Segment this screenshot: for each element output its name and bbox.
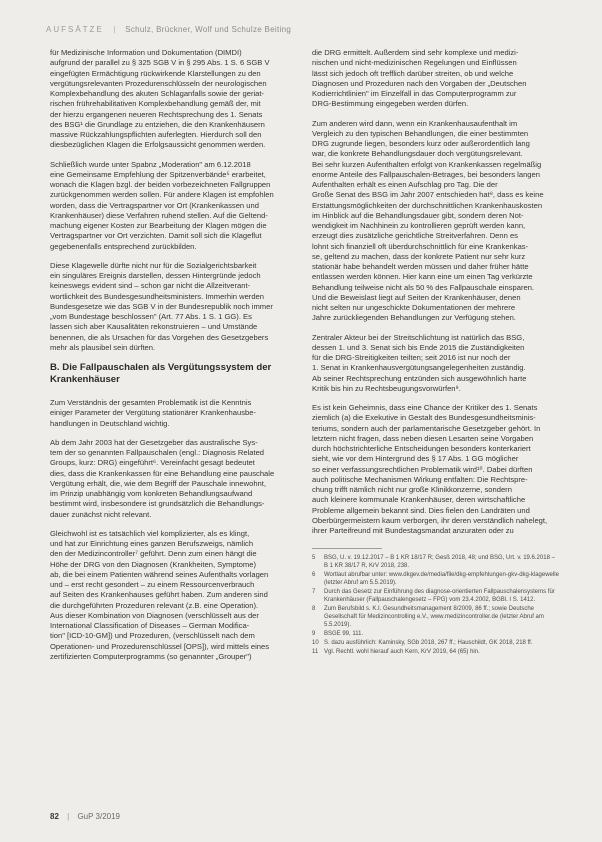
left-column: [50, 48, 298, 671]
text-line: den der Medizincontroller⁷ geführt. Denn zum einen hängt die: [50, 549, 257, 559]
text-line: dauer zunächst nicht relevant.: [50, 509, 152, 519]
text-line: vergütungsrelevanten Prozedurenschlüsseln der neurologischen: [50, 78, 267, 88]
text-line: Zentraler Akteur bei der Streitschlichtung ist natürlich das BSG,: [312, 332, 525, 342]
text-line: gegebenenfalls entsprechend zurückbilden.: [50, 241, 197, 251]
left-paragraph-6: [50, 529, 298, 662]
text-line: diesbezüglichen Klagen die Erfolgsaussicht genommen werden.: [50, 140, 266, 150]
footnote-text: Zum Berufsbild s. K.I. Gesundheitsmanagement 8/2009, 86 ff.; sowie Deutsche Gesellschaft für Medizincontrolling e.V., www.medizincontroller.de (letzter Abruf am 5.5.2019).: [324, 606, 544, 629]
text-line: einiger Parameter der Vergütung stationärer Krankenhausbe-: [50, 408, 256, 418]
text-line: letztern nicht fragen, dass neben diesen Lesarten seine Vorgaben: [312, 433, 534, 443]
text-line: ein singuläres Ereignis darstellen, dessen Hintergründe jedoch: [50, 271, 261, 280]
text-line: im Hinblick auf die Behandlungsdauer gibt, sondern deren Not-: [312, 210, 524, 220]
text-line: war, die konkrete Behandlungsdauer doch vergütungsrelevant.: [312, 149, 523, 159]
text-line: machung eigener Kosten zur Bearbeitung der Klagen mögen die: [50, 221, 267, 230]
text-line: Vergütung erhält, die, wie dem Begriff der Pauschale innewohnt,: [50, 478, 266, 488]
text-line: die durchgeführten Prozeduren relevant (z.B. eine Operation).: [50, 600, 259, 610]
footnote: [312, 571, 560, 587]
footnote: [312, 639, 560, 647]
footnote: [312, 648, 560, 656]
text-line: Diese Klagewelle dürfte nicht nur für die Sozialgerichtsbarkeit: [50, 260, 257, 270]
text-line: auch kleinere kommunale Krankenhäuser, deren wirtschaftliche: [312, 495, 526, 505]
text-line: Probleme allgemein bekannt sind. Dies fielen den Landräten und: [312, 505, 530, 515]
page-number: 82: [50, 812, 59, 821]
text-line: massive Rückzahlungspflichten auferlegten. Hierdurch soll den: [50, 130, 262, 139]
text-line: im Prinzip unabhängig vom konkreten Behandlungsaufwand: [50, 489, 253, 498]
text-line: stationär habe behandelt werden müssen und daher früher hätte: [312, 262, 529, 271]
text-line: für die DRG-Streitigkeiten teilten; seit 2016 ist nur noch der: [312, 353, 511, 362]
header-authors: Schulz, Brückner, Wolf und Schulze Beiting: [125, 25, 292, 34]
section-heading: B. Die Fallpauschalen als Vergütungssystem der Krankenhäuser: [50, 362, 272, 385]
right-column: [312, 48, 560, 657]
text-line: Ab seiner Rechtsprechung entzünden sich ausgewöhnlich harte: [312, 373, 527, 383]
text-line: ihrer Parteifreund mit Bundestagsmandat anzuraten oder zu: [312, 526, 514, 535]
text-line: ziemlich (a) die Exekutive in Gestalt des Bundesgesundheitsminis-: [312, 413, 536, 423]
footnote-number: 7: [312, 589, 316, 596]
text-line: eine Gemeinsame Empfehlung der Spitzenverbände⁵ erarbeitet,: [50, 169, 266, 179]
text-line: International Classification of Diseases – German Modifica-: [50, 621, 250, 630]
text-line: Diagnosen und Prozeduren nach den Vorgaben der „Deutschen: [312, 78, 527, 88]
text-line: tem der so genannten Fallpauschalen (engl.: Diagnosis Related: [50, 448, 265, 457]
footnote-number: 10: [312, 640, 319, 647]
text-line: Zum anderen wird dann, wenn ein Krankenhausaufenthalt im: [312, 118, 518, 128]
text-line: chung trifft nämlich nicht nur große Klinikkonzerne, sondern: [312, 485, 512, 494]
right-paragraph-1: [312, 48, 560, 110]
text-line: keineswegs evident sind – schon gar nicht die Allzeitverant-: [50, 281, 251, 291]
text-line: lassen sich aber Kausalitäten rekonstruieren – und Umstände: [50, 322, 258, 332]
text-line: Behandlung teilweise nicht als 50 % des Fallpauschale einsparen.: [312, 282, 535, 292]
text-line: se, geltend zu machen, dass der konkrete Patient nur sehr kurz: [312, 251, 526, 261]
footnote-number: 8: [312, 606, 316, 613]
footnote-divider: [312, 548, 382, 549]
text-line: DRG-Bestimmung eingegeben werden dürfen.: [312, 99, 469, 109]
footnote: [312, 630, 560, 638]
text-line: so einer verfassungsrechtlichen Problematik wird¹⁰. Dabei dürften: [312, 464, 533, 474]
footnote-text: BSGE 99, 111.: [324, 631, 364, 638]
text-line: erzeugt dies zusätzliche gerichtliche Streitverfahren. Denn es: [312, 231, 518, 241]
footer-separator: |: [67, 812, 70, 821]
text-line: Jahre zurückliegenden Behandlungen zur Verfügung stehen.: [312, 313, 516, 323]
text-line: eingefügten Ermächtigung rückwirkende Klarstellungen zu den: [50, 68, 261, 78]
text-line: Vertragspartner vor Ort verzichten. Damit soll sich die Klageflut: [50, 231, 262, 241]
footnote: [312, 554, 560, 570]
text-line: Erstattungsmöglichkeiten der durchschnittlichen Krankenhauskosten: [312, 200, 543, 210]
text-line: Vergleich zu den typischen Behandlungen, die einer bestimmten: [312, 128, 529, 138]
text-line: Groups, kurz: DRG) eingeführt⁶. Vereinfacht gesagt bedeutet: [50, 458, 255, 468]
text-line: mehr als plausibel sein dürften.: [50, 342, 156, 352]
footnote-number: 5: [312, 555, 316, 562]
text-line: Ab dem Jahr 2003 hat der Gesetzgeber das australische Sys-: [50, 437, 258, 447]
footnote: [312, 605, 560, 629]
text-line: des BSG¹ die Grundlage zu entziehen, die den Krankenhäusern: [50, 119, 265, 129]
footnote-number: 6: [312, 572, 316, 579]
right-paragraph-4: [312, 403, 560, 536]
text-line: dies, dass die Krankenkassen für eine Behandlung eine pauschale: [50, 468, 275, 478]
text-line: aufgrund der parallel zu § 325 SGB V in § 295 Abs. 1 S. 6 SGB V: [50, 58, 270, 68]
text-line: Gleichwohl ist es tatsächlich viel komplizierter, als es klingt,: [50, 528, 250, 538]
footnote-number: 11: [312, 649, 319, 656]
text-line: Bei sehr kurzen Aufenthalten erfolgt von Krankenkassen regelmäßig: [312, 159, 542, 169]
text-line: nischen und nicht-medizinischen Regelungen und Einflüssen: [312, 58, 517, 68]
text-line: ab, die bei einem Patienten während seines Aufenthalts vorlagen: [50, 569, 269, 579]
left-paragraph-5: [50, 438, 298, 520]
text-line: durch höchstrichterliche Entscheidungen besonders konterkariert: [312, 444, 531, 453]
text-line: wonach die Klagen bzgl. der beiden vorbezeichneten Fallgruppen: [50, 180, 271, 189]
text-line: enorme Anteile des Fallpauschalen-Betrages, bei besonders langen: [312, 169, 540, 179]
header-separator: |: [113, 25, 116, 34]
text-line: teriums, sondern auch der parlamentarische Gesetzgeber gehört. In: [312, 423, 541, 433]
text-line: worden, dass die Vertragspartner vor Ort (Krankenkassen und: [50, 200, 259, 210]
left-paragraph-1: [50, 48, 298, 151]
text-line: dessen 1. und 3. Senat sich bis Ende 2015 die Zuständigkeiten: [312, 342, 525, 352]
text-line: tion" [ICD-10-GM]) und Prozeduren, (verschlüsselt nach dem: [50, 631, 255, 641]
text-line: und – erst recht gesondert – zu einem Ressourcenverbrauch: [50, 580, 255, 589]
text-line: Komplexbehandlung des akuten Schlaganfalls sowie der geriat-: [50, 89, 265, 98]
right-paragraph-2: [312, 119, 560, 324]
footnote-text: Durch das Gesetz zur Einführung des diagnose-orientierten Fallpauschalensystems für Krankenhäuser (Fallpauschalengesetz – FPG) vom 23.4.2002, BGBl. I S. 1412.: [324, 589, 555, 604]
text-line: lohnt sich finanziell oft überdurchschnittlich für eine Krankenkas-: [312, 241, 529, 251]
page-footer: [50, 812, 120, 824]
left-paragraph-2: [50, 160, 298, 252]
text-line: Aufenthalten erhält es einen Aufschlag pro Tag. Die der: [312, 180, 498, 189]
text-line: handlungen in Deutschland wichtig.: [50, 418, 170, 428]
text-line: Krankenhäuser) diese Verfahren ruhend stellen. Auf die Geltend-: [50, 210, 268, 220]
header-section-label: AUFSÄTZE: [46, 25, 104, 34]
footnote-text: S. dazu ausführlich: Kaminsky, SGb 2018, 267 ff.; Hauschildt, GK 2018, 218 ff.: [324, 640, 533, 647]
journal-issue: GuP 3/2019: [77, 812, 121, 821]
footnote-text: Wortlaut abrufbar unter: www.dkgev.de/media/file/dkg-empfehlungen-gkv-dkg-klagewelle (letzter Abruf am 5.5.2019).: [324, 572, 559, 587]
text-line: für Medizinische Information und Dokumentation (DIMDI): [50, 48, 242, 57]
text-line: wortlichkeit des Bundesgesundheitsministers. Immerhin werden: [50, 291, 264, 301]
text-line: Bundesgesetze wie das SGB V in der Bundesrepublik noch immer: [50, 301, 273, 311]
text-line: zertifizierten Computerprogramms (so genannter „Grouper"): [50, 651, 252, 661]
text-line: Kritik bis hin zu Rechtsbeugungsvorwürfen⁹.: [312, 383, 461, 393]
text-line: rischen frührehabilitativen Komplexbehandlung gemäß der, mit: [50, 99, 261, 109]
footnote-text: Vgl. Rechtl. wohl hierauf auch Kern, KrV 2019, 64 (65) hin.: [324, 649, 480, 656]
text-line: entlassen werden können. Hier kann eine um einen Tag verkürzte: [312, 272, 533, 282]
footnote-text: BSG, U. v. 19.12.2017 – B 1 KR 18/17 R; Gesß 2018, 48; und BSG, Urt. v. 19.6.2018 – B 1 KR 38/17 R, KrV 2018, 238.: [324, 555, 555, 570]
text-line: „vom Bundestage beschlossen" (Art. 77 Abs. 1 S. 1 GG). Es: [50, 312, 252, 321]
text-line: wendigkeit im Nachhinein zu kontrollieren geprüft werden kann,: [312, 221, 526, 230]
text-line: Schließlich wurde unter Spabnz „Moderation" am 6.12.2018: [50, 159, 251, 169]
text-line: auch politische Mechanismen Wirkung entfalten: Die Rechtspre-: [312, 474, 528, 484]
text-line: der hierzu ergangenen neueren Rechtsprechung des 1. Senats: [50, 109, 263, 119]
text-line: Operationen- und Prozedurenschlüssel [OPS]), wird mittels eines: [50, 641, 270, 651]
text-line: lässt sich jedoch oft trefflich darüber streiten, ob und welche: [312, 68, 514, 78]
text-line: DRG zugrunde liegen, besonders kurz oder außerordentlich lang: [312, 139, 530, 148]
footnotes: [312, 554, 560, 656]
text-line: Zum Verständnis der gesamten Problematik ist die Kenntnis: [50, 398, 252, 407]
text-line: auf Seiten des Krankenhauses geführt haben. Zum anderen sind: [50, 590, 268, 600]
text-line: Höhe der DRG von den Diagnosen (Krankheiten, Symptome): [50, 559, 256, 569]
text-line: Aus dieser Kombination von Diagnosen (verschlüsselt aus der: [50, 610, 259, 620]
text-line: Kodierrichtlinien" im Einzelfall in das Computerprogramm zur: [312, 89, 517, 98]
text-line: Oberbürgermeistern kaum verborgen, ihr deren verständlich nahelegt,: [312, 515, 548, 525]
text-line: Und die Beweislast liegt auf Seiten der Krankenhäuser, denen: [312, 292, 521, 302]
footnote-number: 9: [312, 631, 316, 638]
text-line: die DRG ermittelt. Außerdem sind sehr komplexe und medizi-: [312, 48, 519, 57]
text-line: Es ist kein Geheimnis, dass eine Chance der Kritiker des 1. Senats: [312, 403, 538, 412]
right-paragraph-3: [312, 333, 560, 395]
left-paragraph-4: [50, 398, 298, 429]
text-line: sieht, wie vor dem Hintergrund des § 17 Abs. 1 GG möglicher: [312, 454, 519, 464]
text-line: Große Senat des BSG im Jahr 2007 entschieden hat⁸, dass es keine: [312, 190, 544, 200]
running-header: [46, 25, 566, 39]
text-line: und hat zur Einrichtung eines ganzen Berufszweigs, nämlich: [50, 539, 254, 548]
text-line: nicht selten nur ungeschickte Dokumentationen der mehrere: [312, 303, 516, 312]
text-line: 1. Senat in Krankenhausvergütungsangelegenheiten zuständig.: [312, 363, 526, 373]
text-line: zurückgenommen werden sollen. Für andere Klagen ist empfohlen: [50, 190, 274, 200]
left-paragraph-3: [50, 261, 298, 353]
text-line: benennen, die als Ursachen für das Vorgehen des Gesetzgebers: [50, 332, 269, 342]
footnote: [312, 588, 560, 604]
text-line: bestimmt wird, insbesondere ist grundsätzlich die Behandlungs-: [50, 499, 265, 509]
